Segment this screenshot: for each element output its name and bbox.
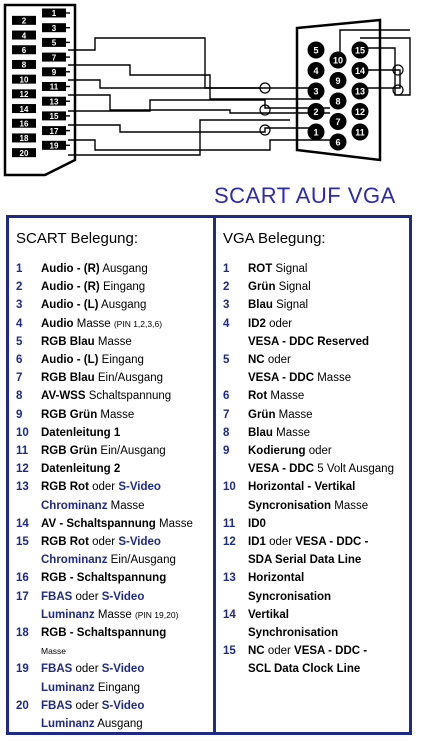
scart-row bbox=[16, 424, 211, 442]
description-text: VESA - DDC - bbox=[294, 645, 368, 658]
scart-pin-8 bbox=[12, 60, 36, 70]
vga-row bbox=[223, 533, 411, 569]
scart-row bbox=[16, 369, 211, 387]
description-text: Masse bbox=[267, 390, 305, 403]
description-text: Chrominanz bbox=[41, 499, 108, 512]
svg-text:11: 11 bbox=[355, 127, 365, 138]
description-text: Masse bbox=[97, 408, 135, 421]
scart-pin-5 bbox=[42, 38, 70, 48]
scart-pin-description bbox=[41, 569, 211, 587]
svg-text:15: 15 bbox=[354, 45, 366, 56]
description-text: Horizontal bbox=[248, 572, 305, 585]
description-text: Syncronisation bbox=[248, 499, 332, 512]
scart-pin-11 bbox=[42, 82, 70, 92]
scart-pin-13 bbox=[42, 97, 70, 107]
svg-text:15: 15 bbox=[49, 112, 59, 122]
vga-row bbox=[223, 478, 411, 514]
description-text: RGB Grün bbox=[41, 445, 98, 458]
description-text: Ausgang bbox=[94, 718, 143, 731]
description-text: oder bbox=[264, 645, 295, 658]
vga-row bbox=[223, 606, 411, 642]
svg-text:16: 16 bbox=[19, 119, 29, 129]
svg-text:14: 14 bbox=[354, 66, 366, 76]
scart-pin-description bbox=[41, 697, 211, 733]
description-text: ID1 bbox=[248, 536, 266, 549]
scart-pin-number: 8 bbox=[16, 390, 23, 403]
scart-row bbox=[16, 515, 211, 533]
description-text: oder bbox=[265, 536, 296, 549]
scart-table bbox=[16, 230, 211, 733]
description-text: S-Video bbox=[101, 590, 145, 603]
wire bbox=[68, 125, 316, 132]
description-text: VESA - DDC bbox=[248, 372, 315, 385]
vga-row bbox=[223, 406, 411, 424]
description-text: Ein/Ausgang bbox=[94, 372, 164, 385]
vga-row bbox=[223, 278, 411, 296]
scart-row bbox=[16, 533, 211, 569]
vga-pin-number: 13 bbox=[223, 572, 236, 585]
vga-pin-description bbox=[248, 478, 411, 514]
scart-pin-number: 13 bbox=[16, 481, 29, 494]
vga-table bbox=[223, 230, 411, 679]
description-text: AV-WSS bbox=[41, 390, 86, 403]
svg-text:13: 13 bbox=[49, 97, 59, 107]
scart-pin-number: 14 bbox=[16, 517, 29, 530]
scart-pin-number: 12 bbox=[16, 463, 29, 476]
description-text: Blau bbox=[248, 426, 273, 439]
description-text: S-Video bbox=[101, 699, 145, 712]
description-text: VESA - DDC - bbox=[295, 536, 369, 549]
vga-heading: VGA Belegung: bbox=[223, 230, 326, 247]
vga-pin-description bbox=[248, 351, 411, 387]
scart-pin-16 bbox=[12, 119, 36, 129]
description-text: Schaltspannung bbox=[85, 390, 172, 403]
description-text: Ausgang bbox=[99, 263, 148, 275]
description-text: oder bbox=[72, 699, 102, 712]
scart-pin-number: 3 bbox=[16, 299, 23, 312]
scart-row bbox=[16, 660, 211, 696]
vga-row bbox=[223, 296, 411, 314]
description-text: Eingang bbox=[99, 281, 146, 294]
vga-pin-number: 15 bbox=[223, 645, 236, 658]
svg-text:12: 12 bbox=[19, 90, 29, 100]
scart-pin-description bbox=[41, 406, 211, 424]
scart-pin-number: 1 bbox=[16, 263, 23, 275]
description-text: Eingang bbox=[94, 681, 141, 694]
vga-pin-description bbox=[248, 424, 411, 442]
description-text: oder bbox=[88, 536, 119, 549]
description-text: Vertikal bbox=[248, 608, 289, 621]
svg-text:4: 4 bbox=[313, 66, 319, 76]
vga-pin-number: 7 bbox=[223, 408, 230, 421]
vga-pin-2 bbox=[308, 103, 325, 120]
scart-pin-number: 16 bbox=[16, 572, 29, 585]
scart-pin-20 bbox=[12, 148, 36, 158]
scart-row bbox=[16, 351, 211, 369]
description-text: Datenleitung 1 bbox=[41, 426, 121, 439]
vga-pin-description bbox=[248, 569, 411, 605]
description-text: oder bbox=[264, 354, 291, 367]
scart-pin-6 bbox=[12, 45, 36, 55]
vga-pin-description bbox=[248, 515, 411, 533]
description-text: RGB - Schaltspannung bbox=[41, 627, 167, 640]
vga-pin-13 bbox=[352, 83, 369, 100]
vga-pin-5 bbox=[308, 42, 325, 59]
svg-text:2: 2 bbox=[313, 107, 319, 117]
description-text: Grün bbox=[248, 408, 276, 421]
description-text: FBAS bbox=[41, 590, 73, 603]
scart-pin-number: 2 bbox=[16, 281, 23, 294]
scart-pin-description bbox=[41, 460, 211, 478]
vga-pin-number: 3 bbox=[223, 299, 230, 312]
description-text: (PIN 1,2,3,6) bbox=[113, 318, 163, 329]
description-text: Masse bbox=[275, 408, 313, 421]
vga-pin-8 bbox=[330, 93, 347, 110]
vga-row bbox=[223, 515, 411, 533]
description-text: Syncronisation bbox=[248, 590, 332, 603]
description-text: NC bbox=[248, 354, 265, 367]
scart-pin-4 bbox=[12, 31, 36, 41]
description-text: ROT bbox=[248, 263, 273, 275]
svg-text:10: 10 bbox=[332, 55, 344, 66]
scart-row bbox=[16, 697, 211, 733]
description-text: FBAS bbox=[41, 663, 73, 676]
scart-row bbox=[16, 260, 211, 278]
description-text: 5 Volt Ausgang bbox=[314, 463, 394, 476]
description-text: AV - Schaltspannung bbox=[41, 517, 156, 530]
scart-pin-7 bbox=[42, 53, 70, 63]
description-text: oder bbox=[305, 445, 332, 458]
vga-pin-9 bbox=[330, 72, 347, 89]
vga-pin-number: 5 bbox=[223, 354, 230, 367]
vga-pin-description bbox=[248, 642, 411, 678]
description-text: oder bbox=[72, 590, 102, 603]
scart-pin-description bbox=[41, 533, 211, 569]
scart-pin-1 bbox=[42, 9, 70, 19]
scart-pin-description bbox=[41, 351, 211, 369]
description-text: NC bbox=[248, 645, 265, 658]
description-text: Horizontal - Vertikal bbox=[248, 481, 356, 494]
scart-row bbox=[16, 442, 211, 460]
svg-text:1: 1 bbox=[51, 9, 57, 19]
scart-pin-number: 5 bbox=[16, 335, 23, 348]
scart-pin-description bbox=[41, 442, 211, 460]
scart-row bbox=[16, 333, 211, 351]
svg-text:7: 7 bbox=[51, 53, 57, 63]
vga-pin-number: 2 bbox=[223, 281, 230, 294]
scart-pin-12 bbox=[12, 89, 36, 99]
vga-row bbox=[223, 351, 411, 387]
connection-diagram bbox=[0, 0, 422, 180]
scart-row bbox=[16, 624, 211, 660]
diagram-title: SCART AUF VGA bbox=[214, 183, 396, 208]
svg-text:19: 19 bbox=[49, 141, 59, 151]
vga-row bbox=[223, 424, 411, 442]
description-text: Audio - (R) bbox=[41, 281, 100, 294]
description-text: Signal bbox=[272, 299, 309, 312]
svg-text:12: 12 bbox=[354, 107, 366, 117]
description-text: ID0 bbox=[248, 517, 266, 530]
scart-pin-description bbox=[41, 660, 211, 696]
description-text: oder bbox=[88, 481, 119, 494]
description-text: Luminanz bbox=[41, 718, 95, 731]
svg-text:20: 20 bbox=[19, 148, 29, 158]
scart-pin-9 bbox=[42, 67, 70, 77]
description-text: Ein/Ausgang bbox=[97, 445, 166, 458]
description-text: Luminanz bbox=[41, 608, 95, 621]
scart-pin-description bbox=[41, 624, 211, 660]
description-text: RGB - Schaltspannung bbox=[41, 572, 167, 585]
vga-pin-description bbox=[248, 533, 411, 569]
vga-pin-number: 14 bbox=[223, 608, 236, 621]
description-text: Audio bbox=[41, 317, 74, 330]
vga-pin-12 bbox=[352, 103, 369, 120]
description-text: S-Video bbox=[101, 663, 145, 676]
scart-pin-2 bbox=[12, 16, 36, 26]
scart-pin-number: 6 bbox=[16, 354, 23, 367]
scart-pin-number: 9 bbox=[16, 408, 23, 421]
wire bbox=[68, 140, 330, 150]
scart-pin-number: 4 bbox=[16, 317, 23, 330]
svg-text:8: 8 bbox=[21, 60, 27, 70]
vga-pin-description bbox=[248, 387, 411, 405]
scart-pin-number: 17 bbox=[16, 590, 29, 603]
scart-pin-description bbox=[41, 369, 211, 387]
description-text: Masse bbox=[314, 372, 352, 385]
svg-text:10: 10 bbox=[19, 75, 29, 85]
svg-text:1: 1 bbox=[313, 127, 319, 138]
description-text: VESA - DDC bbox=[248, 463, 315, 476]
column-divider bbox=[213, 218, 216, 732]
description-text: Masse bbox=[73, 317, 114, 330]
svg-text:11: 11 bbox=[49, 82, 59, 92]
vga-pin-number: 6 bbox=[223, 390, 230, 403]
svg-text:14: 14 bbox=[19, 104, 29, 114]
vga-row bbox=[223, 315, 411, 351]
description-text: Eingang bbox=[98, 354, 144, 367]
svg-text:3: 3 bbox=[51, 23, 57, 33]
scart-pin-description bbox=[41, 515, 211, 533]
description-text: Datenleitung 2 bbox=[41, 463, 121, 476]
scart-pin-18 bbox=[12, 133, 36, 143]
scart-row bbox=[16, 406, 211, 424]
scart-pin-description bbox=[41, 387, 211, 405]
description-text: Masse bbox=[272, 426, 310, 439]
scart-pin-description bbox=[41, 424, 211, 442]
scart-row bbox=[16, 478, 211, 514]
description-text: SDA Serial Data Line bbox=[248, 554, 362, 567]
vga-pin-number: 10 bbox=[223, 481, 236, 494]
description-text: Audio - (L) bbox=[41, 354, 99, 367]
scart-pin-description bbox=[41, 478, 211, 514]
description-text: Masse bbox=[155, 517, 193, 530]
description-text: oder bbox=[265, 317, 293, 330]
description-text: RGB Grün bbox=[41, 408, 98, 421]
description-text: Audio - (R) bbox=[41, 263, 100, 275]
svg-text:4: 4 bbox=[21, 31, 27, 41]
description-text: Luminanz bbox=[41, 681, 95, 694]
vga-pin-description bbox=[248, 278, 411, 296]
vga-pin-number: 11 bbox=[223, 517, 236, 530]
vga-pin-number: 8 bbox=[223, 426, 230, 439]
vga-row bbox=[223, 442, 411, 478]
description-text: oder bbox=[72, 663, 102, 676]
description-text: SCL Data Clock Line bbox=[248, 663, 361, 676]
vga-pin-14 bbox=[352, 62, 369, 79]
description-text: Synchronisation bbox=[248, 627, 339, 640]
scart-pin-number: 11 bbox=[16, 445, 29, 458]
svg-text:9: 9 bbox=[51, 68, 57, 77]
description-text: VESA - DDC Reserved bbox=[248, 335, 370, 348]
vga-pin-4 bbox=[308, 62, 325, 79]
vga-pin-15 bbox=[352, 42, 369, 59]
scart-pin-10 bbox=[12, 75, 36, 85]
description-text: Signal bbox=[275, 281, 311, 294]
wire bbox=[68, 80, 260, 88]
scart-pin-number: 7 bbox=[16, 372, 23, 385]
vga-row bbox=[223, 260, 411, 278]
description-text: Masse bbox=[94, 608, 135, 621]
scart-pin-description bbox=[41, 260, 211, 278]
description-text: Grün bbox=[248, 281, 276, 294]
description-text: RGB Blau bbox=[41, 372, 95, 385]
scart-pin-description bbox=[41, 333, 211, 351]
scart-pin-description bbox=[41, 278, 211, 296]
scart-pin-17 bbox=[42, 126, 70, 136]
svg-text:6: 6 bbox=[21, 45, 27, 55]
description-text: RGB Rot bbox=[41, 481, 89, 494]
vga-pin-description bbox=[248, 406, 411, 424]
description-text: FBAS bbox=[41, 699, 73, 712]
vga-pin-description bbox=[248, 296, 411, 314]
svg-text:5: 5 bbox=[313, 45, 319, 56]
scart-row bbox=[16, 460, 211, 478]
svg-text:8: 8 bbox=[335, 96, 341, 107]
scart-pin-description bbox=[41, 315, 211, 333]
scart-pin-14 bbox=[12, 104, 36, 114]
svg-text:5: 5 bbox=[51, 38, 57, 48]
vga-pin-7 bbox=[330, 113, 347, 130]
description-text: Ein/Ausgang bbox=[107, 554, 176, 567]
scart-pin-number: 10 bbox=[16, 426, 29, 439]
vga-pin-6 bbox=[330, 134, 347, 151]
vga-pin-11 bbox=[352, 124, 369, 141]
scart-pin-number: 18 bbox=[16, 627, 29, 640]
scart-pin-number: 20 bbox=[16, 699, 29, 712]
wire bbox=[68, 65, 320, 99]
vga-row bbox=[223, 387, 411, 405]
scart-pin-description bbox=[41, 588, 211, 624]
description-text: Audio - (L) bbox=[41, 299, 99, 312]
svg-text:3: 3 bbox=[313, 86, 319, 97]
description-text: Kodierung bbox=[248, 445, 306, 458]
scart-pin-number: 15 bbox=[16, 536, 29, 549]
wire bbox=[68, 38, 318, 88]
svg-text:18: 18 bbox=[19, 134, 29, 144]
vga-pin-number: 1 bbox=[223, 263, 230, 275]
scart-pin-description bbox=[41, 296, 211, 314]
scart-row bbox=[16, 278, 211, 296]
scart-heading: SCART Belegung: bbox=[16, 230, 139, 247]
vga-pin-number: 4 bbox=[223, 317, 230, 330]
vga-pin-description bbox=[248, 315, 411, 351]
scart-row bbox=[16, 588, 211, 624]
description-text: Rot bbox=[248, 390, 268, 403]
vga-pin-3 bbox=[308, 83, 325, 100]
scart-row bbox=[16, 296, 211, 314]
scart-pin-19 bbox=[42, 141, 70, 151]
svg-text:6: 6 bbox=[335, 137, 341, 148]
description-text: Signal bbox=[272, 263, 308, 275]
description-text: ID2 bbox=[248, 317, 266, 330]
description-text: Chrominanz bbox=[41, 554, 108, 567]
scart-row bbox=[16, 387, 211, 405]
pin-tables bbox=[6, 215, 412, 735]
scart-row bbox=[16, 315, 211, 333]
vga-pin-number: 9 bbox=[223, 445, 230, 458]
vga-pin-description bbox=[248, 260, 411, 278]
vga-pin-description bbox=[248, 606, 411, 642]
description-text: (PIN 19,20) bbox=[134, 609, 179, 620]
svg-text:2: 2 bbox=[21, 16, 27, 26]
vga-pin-10 bbox=[330, 52, 347, 69]
scart-row bbox=[16, 569, 211, 587]
description-text: Masse bbox=[94, 335, 132, 348]
svg-text:7: 7 bbox=[335, 117, 341, 127]
description-text: Ausgang bbox=[98, 299, 147, 312]
vga-pin-1 bbox=[308, 124, 325, 141]
svg-text:17: 17 bbox=[49, 126, 59, 136]
description-text: Masse bbox=[331, 499, 369, 512]
svg-text:9: 9 bbox=[335, 76, 341, 86]
description-text: Masse bbox=[107, 499, 145, 512]
vga-row bbox=[223, 569, 411, 605]
description-text: Blau bbox=[248, 299, 273, 312]
vga-pin-number: 12 bbox=[223, 536, 236, 549]
vga-row bbox=[223, 642, 411, 678]
vga-pin-description bbox=[248, 442, 411, 478]
description-text: S-Video bbox=[118, 481, 161, 494]
scart-pin-15 bbox=[42, 111, 70, 121]
description-text: Masse bbox=[41, 646, 67, 657]
description-text: RGB Blau bbox=[41, 335, 95, 348]
scart-pin-number: 19 bbox=[16, 663, 29, 676]
description-text: S-Video bbox=[118, 536, 161, 549]
description-text: RGB Rot bbox=[41, 536, 89, 549]
scart-pin-3 bbox=[42, 23, 70, 33]
svg-text:13: 13 bbox=[354, 86, 366, 97]
